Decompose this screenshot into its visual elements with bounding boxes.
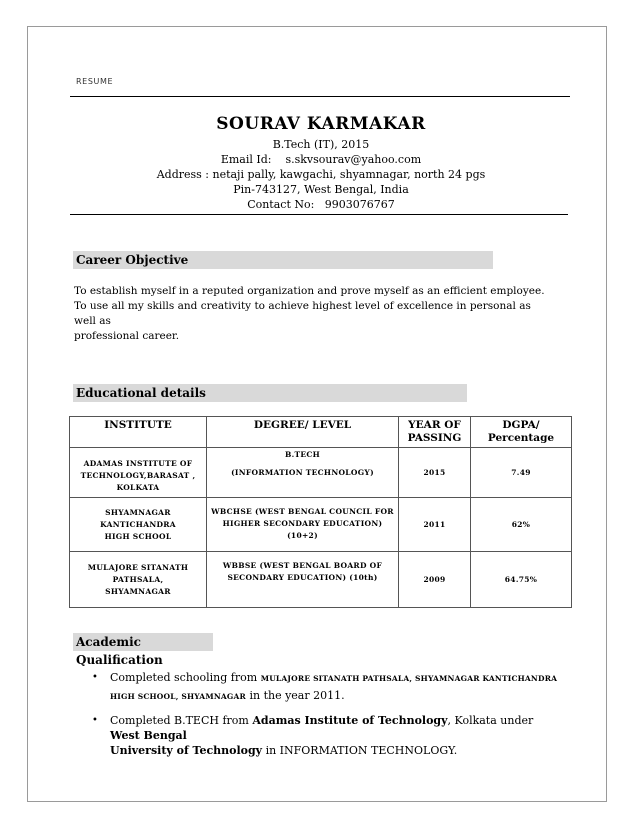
candidate-name: SOURAV KARMAKAR <box>216 114 426 134</box>
header-divider <box>70 214 568 215</box>
bullet-icon: • <box>92 672 98 683</box>
degree-cell: WBBSE (WEST BENGAL BOARD OF SECONDARY EDUCATION) (10th) <box>207 552 399 608</box>
col-header-institute: INSTITUTE <box>70 417 207 448</box>
degree-line: B.Tech (IT), 2015 <box>272 138 370 151</box>
institute-cell: ADAMAS INSTITUTE OF TECHNOLOGY,BARASAT , KOLKATA <box>70 448 207 498</box>
resume-label: RESUME <box>76 77 114 86</box>
contact-block <box>76 137 566 212</box>
col-header-degree: DEGREE/ LEVEL <box>207 417 399 448</box>
career-objective-heading: Career Objective <box>73 251 493 269</box>
col-header-year: YEAR OF PASSING <box>399 417 471 448</box>
objective-line: To use all my skills and creativity to achieve highest level of excellence in personal as well as <box>74 300 531 327</box>
list-item: • Completed B.TECH from Adamas Institute of Technology, Kolkata under West Bengal University of Technology in INFORMATION TECHNOLOGY. <box>92 714 534 757</box>
col-header-dgpa: DGPA/ Percentage <box>471 417 572 448</box>
table-row <box>70 498 572 552</box>
table-row <box>70 448 572 498</box>
year-cell: 2011 <box>399 498 471 552</box>
academic-qualification-heading: Academic Qualification <box>73 633 213 651</box>
educational-details-heading: Educational details <box>73 384 467 402</box>
institute-cell: SHYAMNAGAR KANTICHANDRA HIGH SCHOOL <box>70 498 207 552</box>
email-line: Email Id: s.skvsourav@yahoo.com <box>220 153 422 166</box>
list-item: • Completed schooling from MULAJORE SITANATH PATHSALA, SHYAMNAGAR KANTICHANDRA HIGH SCHOOL, SHYAMNAGAR in the year 2011. <box>92 671 558 702</box>
institute-cell: MULAJORE SITANATH PATHSALA, SHYAMNAGAR <box>70 552 207 608</box>
address-line: Address : netaji pally, kawgachi, shyamnagar, north 24 pgs <box>156 168 486 181</box>
degree-cell: B.TECH (INFORMATION TECHNOLOGY) <box>207 448 399 498</box>
table-row <box>70 552 572 608</box>
degree-cell: WBCHSE (WEST BENGAL COUNCIL FOR HIGHER SECONDARY EDUCATION) (10+2) <box>207 498 399 552</box>
grade-cell: 64.75% <box>471 552 572 608</box>
qualification-list <box>92 669 562 758</box>
contact-line: Contact No: 9903076767 <box>247 198 395 211</box>
objective-line: To establish myself in a reputed organization and prove myself as an efficient employee. <box>74 285 545 297</box>
bullet-icon: • <box>92 715 98 726</box>
grade-cell: 7.49 <box>471 448 572 498</box>
objective-line: professional career. <box>74 330 180 342</box>
career-objective-text <box>74 284 554 344</box>
table-header-row <box>70 417 572 448</box>
year-cell: 2009 <box>399 552 471 608</box>
grade-cell: 62% <box>471 498 572 552</box>
year-cell: 2015 <box>399 448 471 498</box>
top-divider <box>70 96 570 97</box>
education-table <box>69 416 572 608</box>
pin-line: Pin-743127, West Bengal, India <box>233 183 409 196</box>
